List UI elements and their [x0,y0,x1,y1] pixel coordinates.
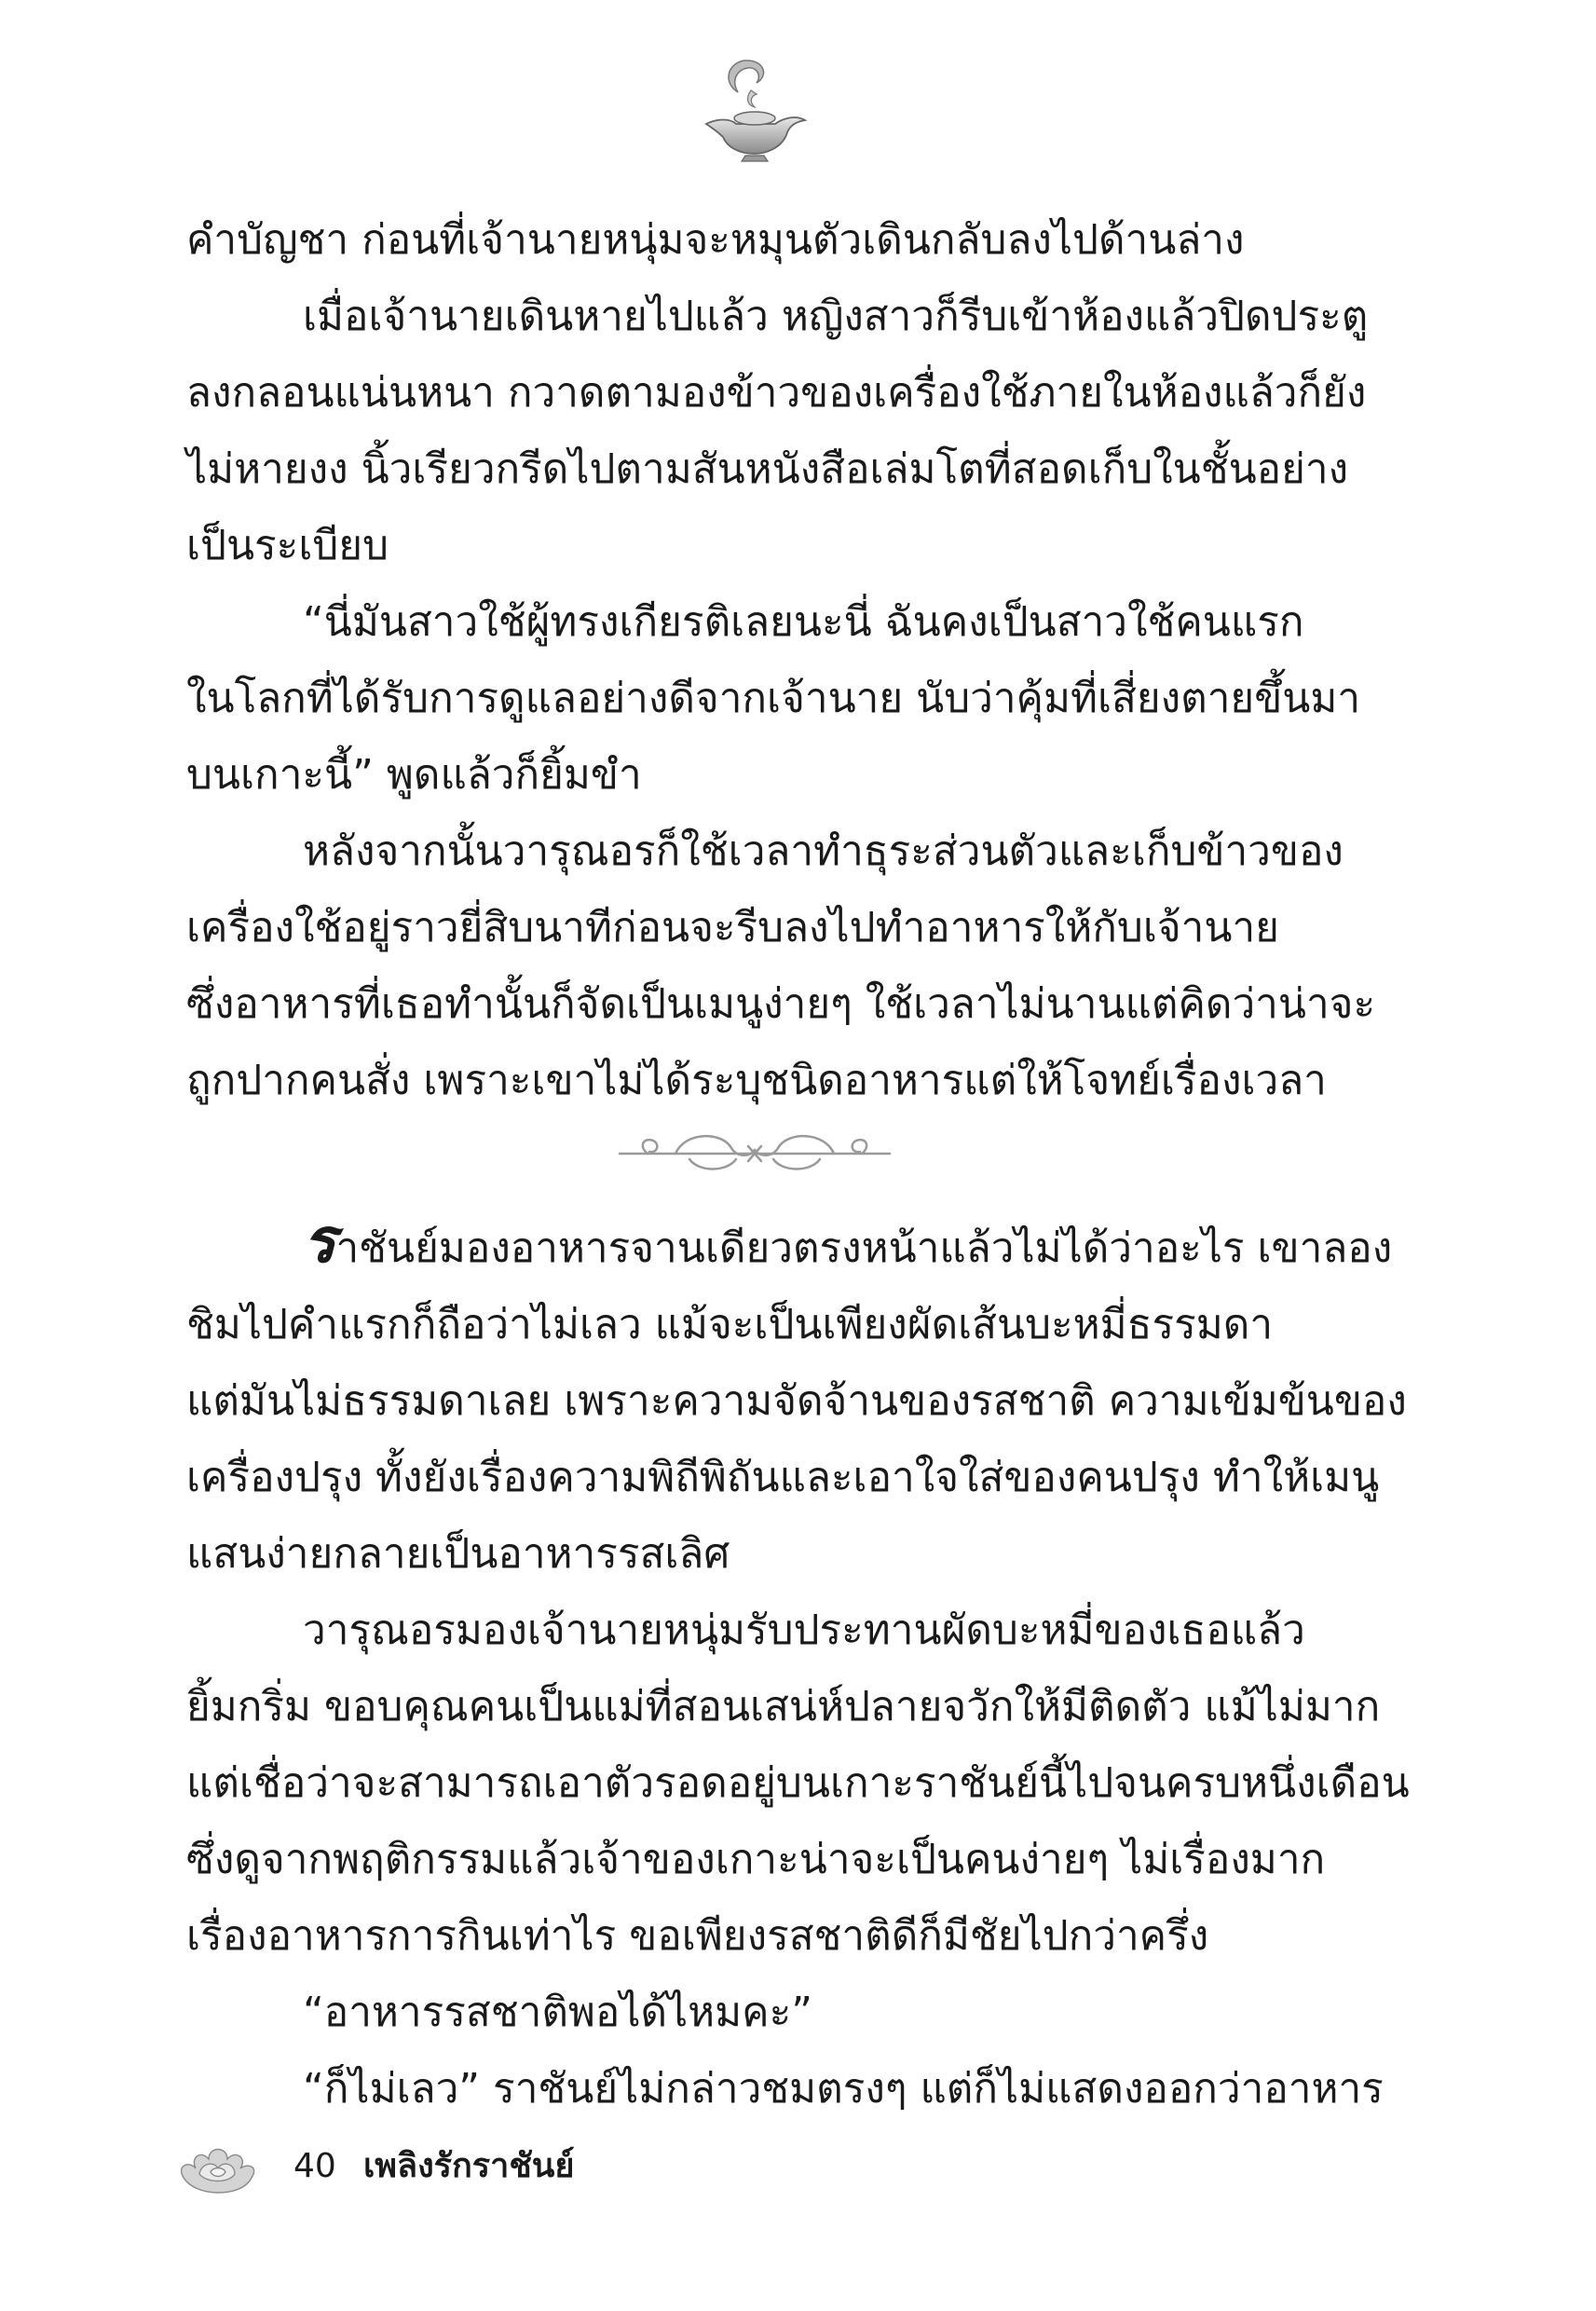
text-line: ซึ่งดูจากพฤติกรรมแล้วเจ้าของเกาะน่าจะเป็นคนง่ายๆ ไม่เรื่องมาก [186,1836,1326,1883]
text-line: แต่เชื่อว่าจะสามารถเอาตัวรอดอยู่บนเกาะราชันย์นี้ไปจนครบหนึ่งเดือน [186,1759,1410,1807]
text-fragment: าชันย์มองอาหารจานเดียวตรงหน้าแล้วไม่ได้ว่าอะไร เขาลอง [335,1224,1393,1272]
text-line: “นี่มันสาวใช้ผู้ทรงเกียรติเลยนะนี่ ฉันคงเป็นสาวใช้คนแรก [303,598,1304,646]
text-line: เมื่อเจ้านายเดินหายไปแล้ว หญิงสาวก็รีบเข้าห้องแล้วปิดประตู [303,293,1369,340]
text-line: ถูกปากคนสั่ง เพราะเขาไม่ได้ระบุชนิดอาหารแต่ให้โจทย์เรื่องเวลา [186,1057,1327,1104]
text-line: เรื่องอาหารการกินเท่าไร ขอเพียงรสชาติดีก็มีชัยไปกว่าครึ่ง [186,1912,1209,1960]
book-title: เพลิงรักราชันย์ [363,2147,575,2185]
second-section [186,1204,1410,2125]
text-line: เป็นระเบียบ [186,522,389,569]
text-line: ซึ่งอาหารที่เธอทำนั้นก็จัดเป็นเมนูง่ายๆ ใช้เวลาไม่นานแต่คิดว่าน่าจะ [186,980,1376,1028]
scroll-divider-icon [610,1118,899,1183]
text-line: “ก็ไม่เลว” ราชันย์ไม่กล่าวชมตรงๆ แต่ก็ไม่แสดงออกว่าอาหาร [303,2065,1384,2113]
genie-lamp-icon [689,51,820,163]
first-section [186,203,1376,1116]
rose-icon [177,2129,259,2198]
text-line: ยิ้มกริ่ม ขอบคุณคนเป็นแม่ที่สอนเสน่ห์ปลายจวักให้มีติดตัว แม้ไม่มาก [186,1683,1381,1730]
text-line: ไม่หายงง นิ้วเรียวกรีดไปตามสันหนังสือเล่มโตที่สอดเก็บในชั้นอย่าง [186,445,1349,493]
text-line: “อาหารรสชาติพอได้ไหมคะ” [303,1989,813,2036]
dropcap: ร [303,1204,336,1277]
page-number: 40 [293,2147,336,2185]
text-line: เครื่องปรุง ทั้งยังเรื่องความพิถีพิถันและเอาใจใส่ของคนปรุง ทำให้เมนู [186,1454,1380,1501]
page-footer [177,2129,829,2204]
text-line: บนเกาะนี้” พูดแล้วก็ยิ้มขำ [186,751,642,799]
text-line: ชิมไปคำแรกก็ถือว่าไม่เลว แม้จะเป็นเพียงผัดเส้นบะหมี่ธรรมดา [186,1301,1274,1348]
text-line: วารุณอรมองเจ้านายหนุ่มรับประทานผัดบะหมี่ของเธอแล้ว [303,1607,1305,1654]
text-line: ในโลกที่ได้รับการดูแลอย่างดีจากเจ้านาย นับว่าคุ้มที่เสี่ยงตายขึ้นมา [186,675,1361,722]
text-line: ลงกลอนแน่นหนา กวาดตามองข้าวของเครื่องใช้ภายในห้องแล้วก็ยัง [186,369,1367,417]
text-line: เครื่องใช้อยู่ราวยี่สิบนาทีก่อนจะรีบลงไปทำอาหารให้กับเจ้านาย [186,904,1279,951]
text-line: แต่มันไม่ธรรมดาเลย เพราะความจัดจ้านของรสชาติ ความเข้มข้นของ [186,1377,1407,1425]
text-line: แสนง่ายกลายเป็นอาหารรสเลิศ [186,1530,730,1578]
text-line-dropcap [303,1204,1393,1286]
text-line: คำบัญชา ก่อนที่เจ้านายหนุ่มจะหมุนตัวเดินกลับลงไปด้านล่าง [186,216,1245,264]
text-line: หลังจากนั้นวารุณอรก็ใช้เวลาทำธุระส่วนตัวและเก็บข้าวของ [303,827,1344,875]
